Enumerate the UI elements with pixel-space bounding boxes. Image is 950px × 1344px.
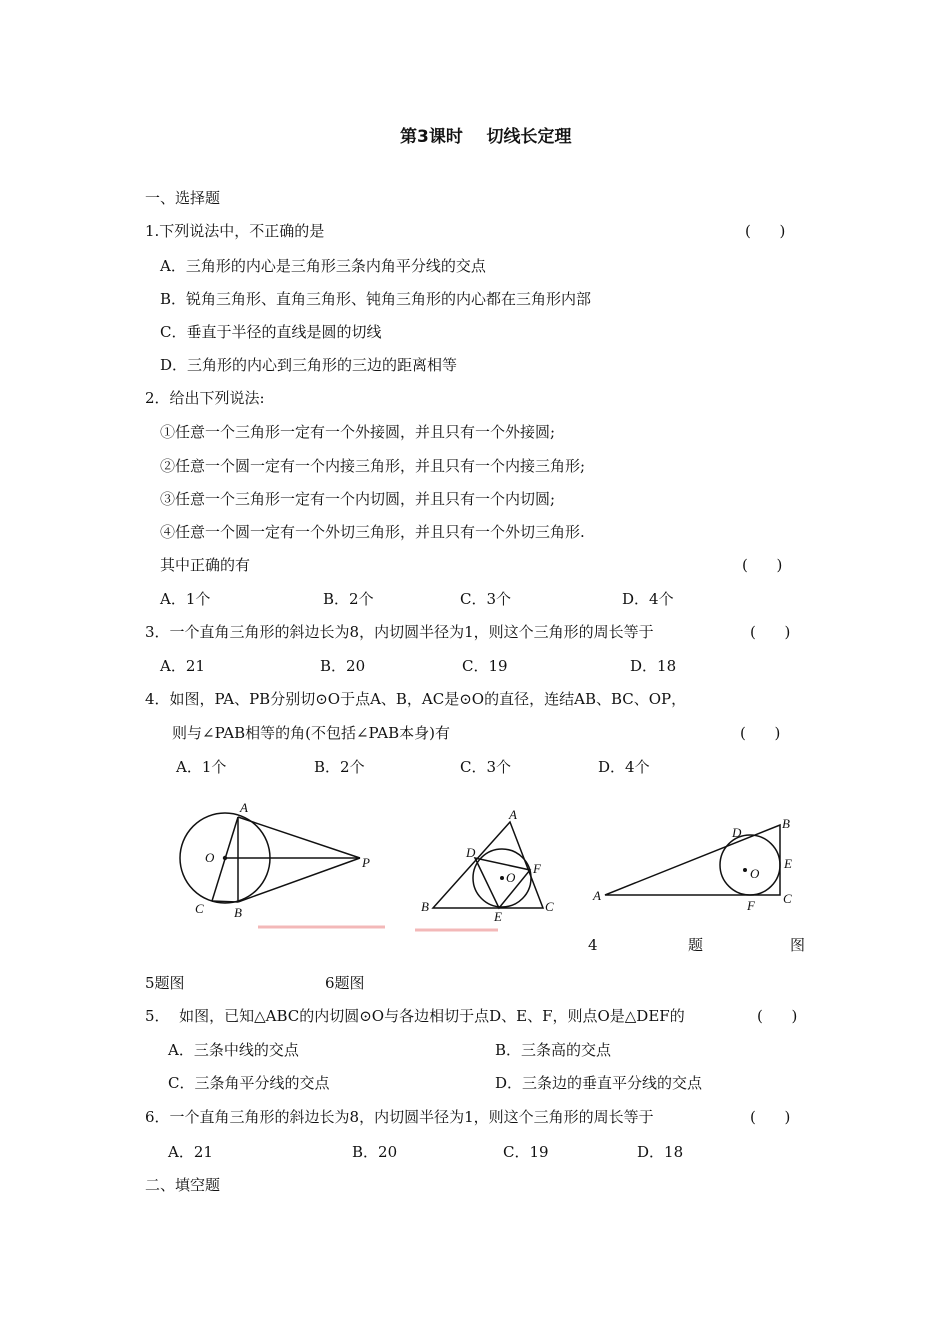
- q5-option-a: A．三条中线的交点: [168, 1041, 299, 1059]
- q4-option-c: C．3个: [460, 758, 512, 776]
- q5-option-b: B．三条高的交点: [495, 1041, 612, 1059]
- caption-4-part2: 题: [688, 936, 704, 954]
- label-b: B: [234, 905, 242, 920]
- label-a: A: [593, 888, 601, 903]
- q2-item-1: ①任意一个三角形一定有一个外接圆，并且只有一个外接圆;: [160, 423, 556, 441]
- q2-option-a: A．1个: [160, 590, 211, 608]
- q4-stem-2: 则与∠PAB相等的角(不包括∠PAB本身)有: [172, 724, 450, 742]
- q5-bracket: ( ): [757, 1007, 798, 1025]
- q5-option-d: D．三条边的垂直平分线的交点: [495, 1074, 703, 1092]
- tangent-pa: [238, 817, 360, 858]
- q6-option-c: C．19: [503, 1143, 549, 1161]
- q3-stem: 3．一个直角三角形的斜边长为8，内切圆半径为1，则这个三角形的周长等于: [145, 623, 654, 641]
- label-a: A: [509, 807, 517, 822]
- q6-bracket: ( ): [750, 1108, 791, 1126]
- tangent-pb: [238, 858, 360, 902]
- q2-item-3: ③任意一个三角形一定有一个内切圆，并且只有一个内切圆;: [160, 490, 556, 508]
- q2-stem: 2．给出下列说法:: [145, 389, 265, 407]
- q4-bracket: ( ): [740, 724, 781, 742]
- caption-4-part3: 图: [790, 936, 806, 954]
- figure-right-triangle-incircle: [585, 810, 815, 915]
- triangle-abc: [433, 822, 543, 908]
- q2-option-b: B．2个: [323, 590, 374, 608]
- caption-6: 6题图: [325, 974, 365, 992]
- label-o: O: [506, 870, 516, 885]
- figure-tangent-lines: [170, 800, 390, 935]
- q2-item-2: ②任意一个圆一定有一个内接三角形，并且只有一个内接三角形;: [160, 457, 586, 475]
- section-heading-choice: 一、选择题: [145, 189, 221, 207]
- q1-option-d: D．三角形的内心到三角形的三边的距离相等: [160, 356, 458, 374]
- q4-option-a: A．1个: [176, 758, 227, 776]
- label-o: O: [205, 850, 215, 865]
- q3-option-d: D．18: [630, 657, 677, 675]
- center-o: [743, 868, 747, 872]
- q1-option-a: A．三角形的内心是三角形三条内角平分线的交点: [160, 257, 486, 275]
- q6-option-d: D．18: [637, 1143, 684, 1161]
- section-heading-fill: 二、填空题: [145, 1176, 221, 1194]
- label-d: D: [466, 845, 476, 860]
- q2-option-c: C．3个: [460, 590, 512, 608]
- q6-option-b: B．20: [352, 1143, 398, 1161]
- label-p: P: [362, 855, 370, 870]
- q1-stem: 1.下列说法中，不正确的是: [145, 222, 325, 240]
- q4-stem: 4．如图，PA、PB分别切⊙O于点A、B，AC是⊙O的直径，连结AB、BC、OP，: [145, 690, 687, 708]
- q2-question: 其中正确的有: [160, 556, 251, 574]
- caption-5: 5题图: [145, 974, 185, 992]
- q6-option-a: A．21: [168, 1143, 213, 1161]
- q1-option-c: C．垂直于半径的直线是圆的切线: [160, 323, 382, 341]
- q5-option-c: C．三条角平分线的交点: [168, 1074, 330, 1092]
- q2-bracket: ( ): [742, 556, 783, 574]
- label-b: B: [421, 899, 429, 914]
- label-c: C: [545, 899, 554, 914]
- chord-bc: [212, 901, 238, 902]
- q4-option-b: B．2个: [314, 758, 365, 776]
- q3-bracket: ( ): [750, 623, 791, 641]
- q5-stem: 5． 如图，已知△ABC的内切圆⊙O与各边相切于点D、E、F，则点O是△DEF的: [145, 1007, 685, 1025]
- center-o: [223, 856, 227, 860]
- q3-option-c: C．19: [462, 657, 508, 675]
- label-b: B: [782, 816, 790, 831]
- q1-option-b: B．锐角三角形、直角三角形、钝角三角形的内心都在三角形内部: [160, 290, 592, 308]
- figure-incircle-abc: [410, 800, 570, 935]
- label-c: C: [195, 901, 204, 916]
- label-e: E: [494, 909, 502, 924]
- label-c: C: [783, 891, 792, 906]
- label-o: O: [750, 866, 760, 881]
- q4-option-d: D．4个: [598, 758, 650, 776]
- label-f: F: [533, 861, 541, 876]
- q3-option-a: A．21: [160, 657, 205, 675]
- incircle: [720, 835, 780, 895]
- q2-option-d: D．4个: [622, 590, 674, 608]
- label-d: D: [732, 825, 742, 840]
- q2-item-4: ④任意一个圆一定有一个外切三角形，并且只有一个外切三角形.: [160, 523, 585, 541]
- caption-4-part1: 4: [588, 936, 598, 954]
- q1-bracket: ( ): [745, 222, 786, 240]
- label-f: F: [747, 898, 755, 913]
- page-title: 第3课时 切线长定理: [400, 127, 572, 147]
- q3-option-b: B．20: [320, 657, 366, 675]
- center-o: [500, 876, 504, 880]
- label-a: A: [240, 800, 248, 815]
- label-e: E: [784, 856, 792, 871]
- q6-stem: 6．一个直角三角形的斜边长为8，内切圆半径为1，则这个三角形的周长等于: [145, 1108, 654, 1126]
